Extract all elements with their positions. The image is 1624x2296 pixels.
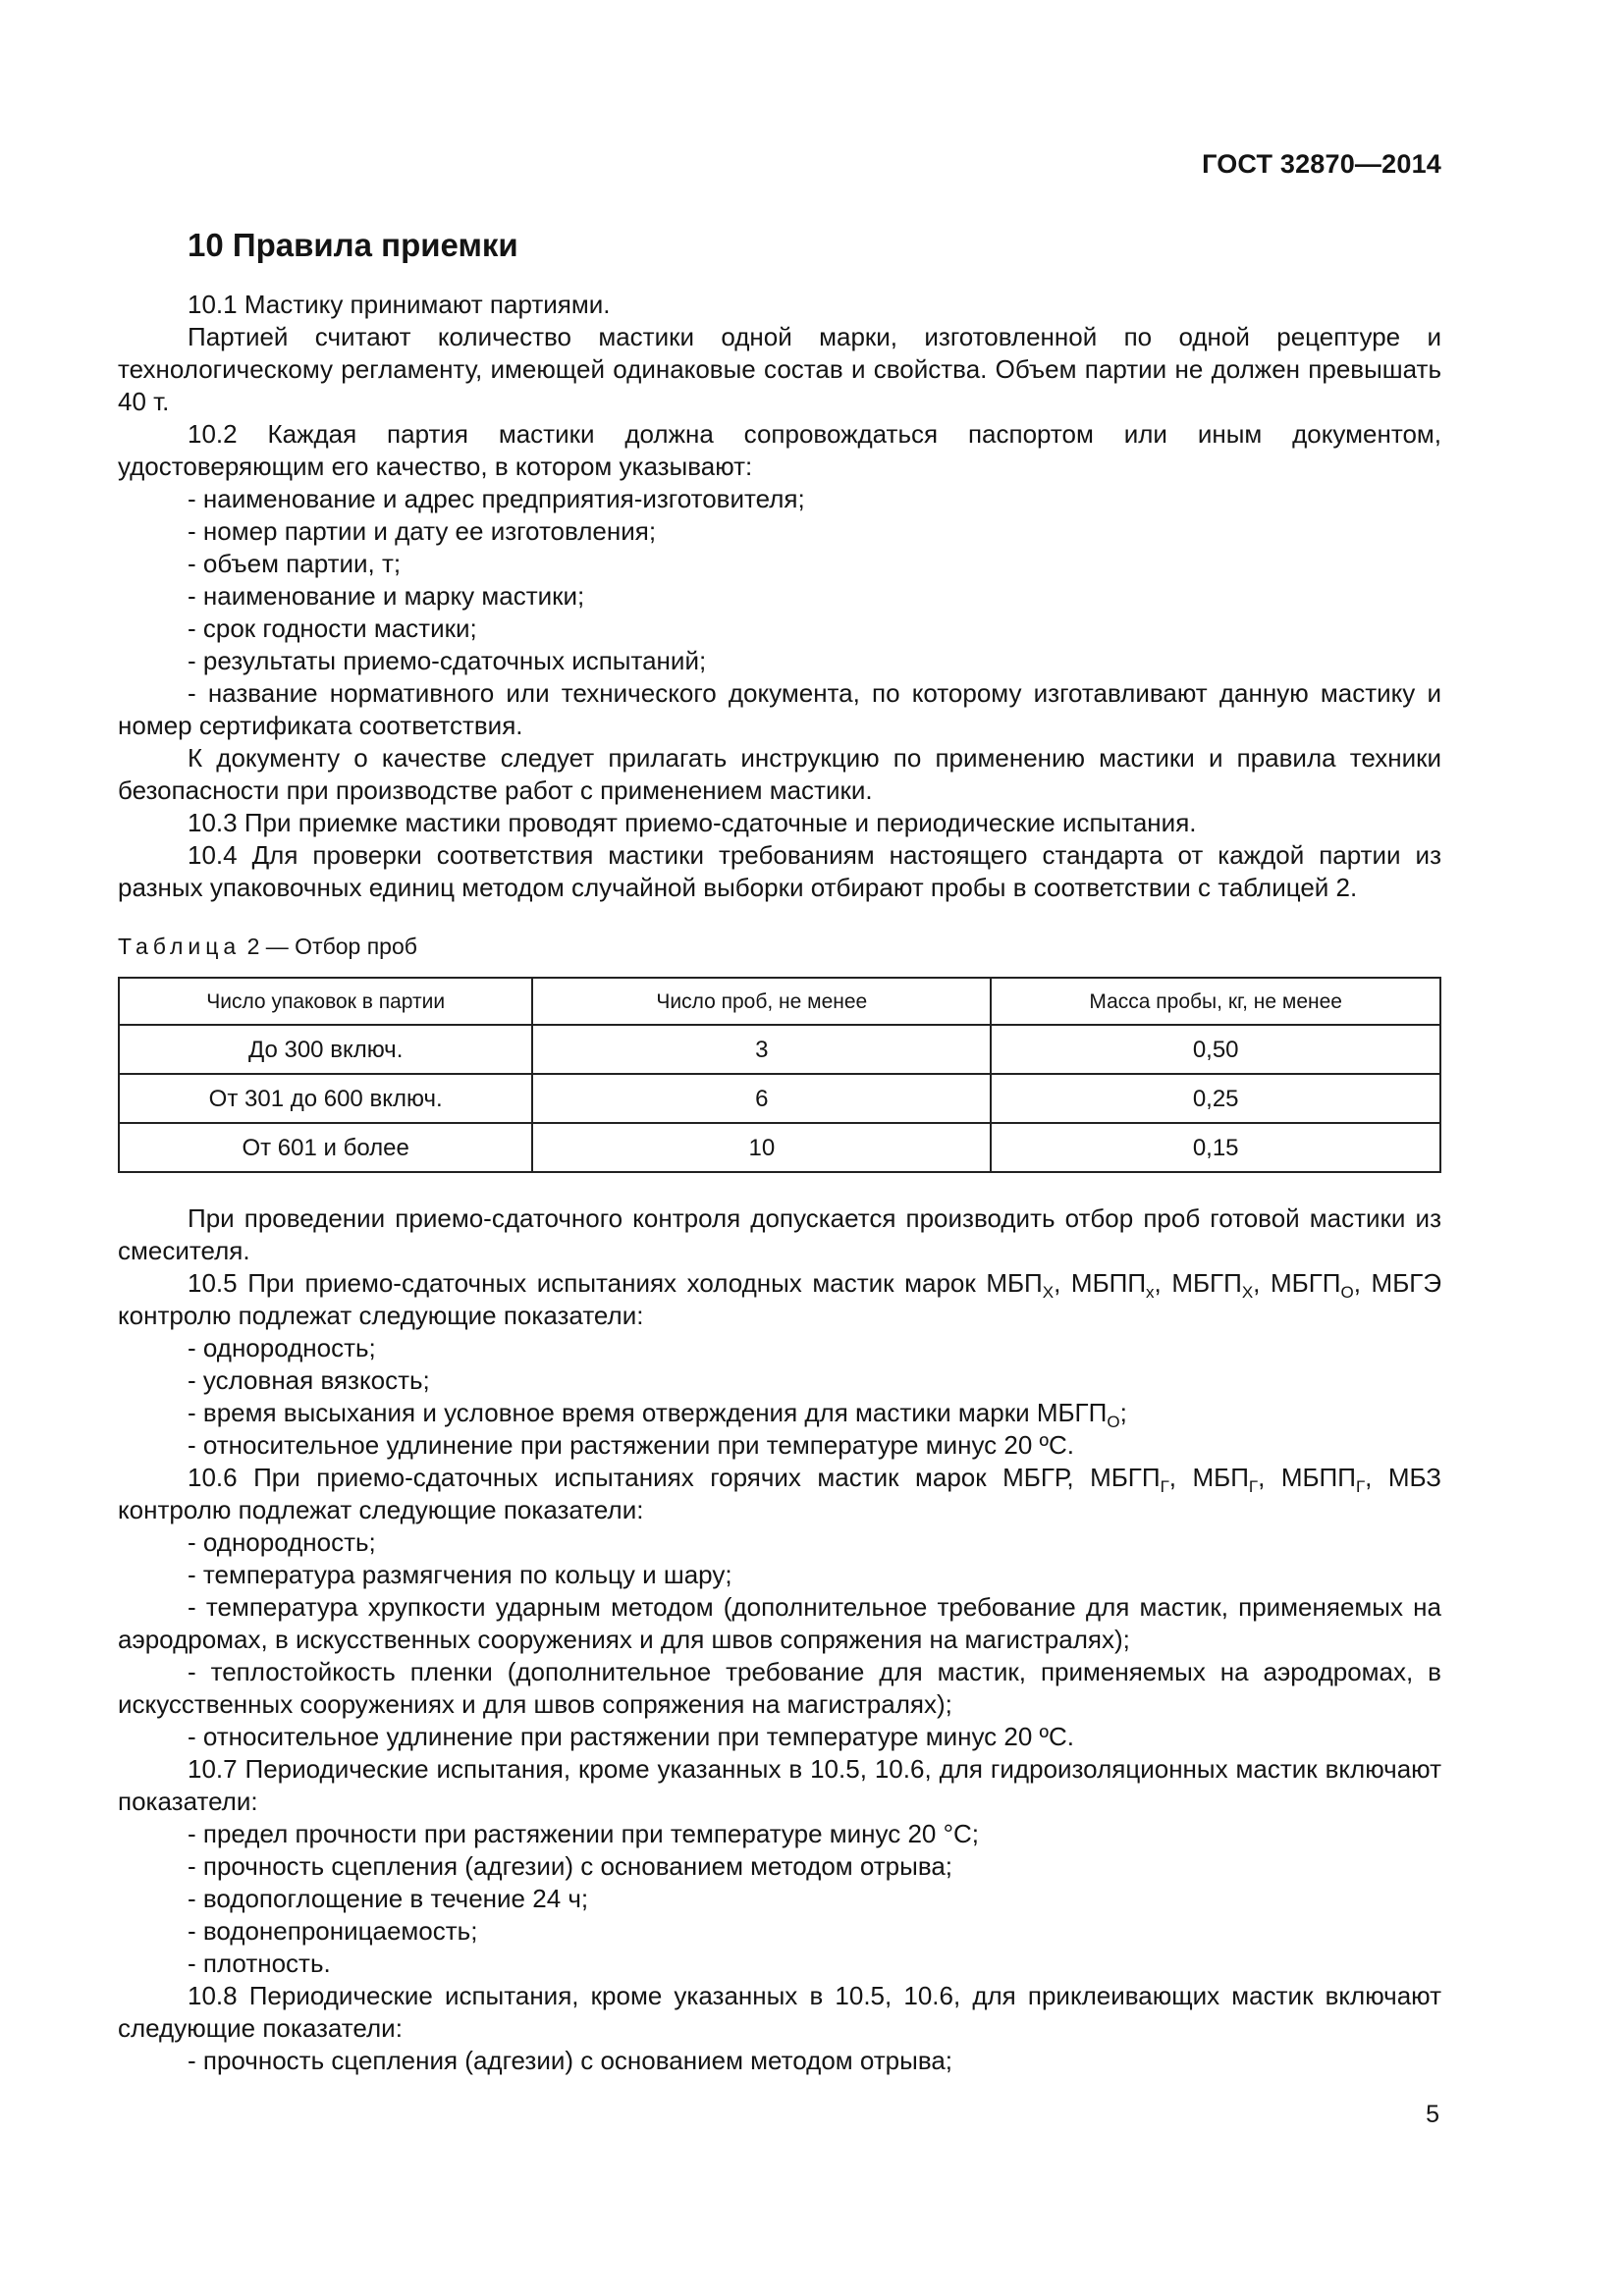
paragraph-10-2: 10.2 Каждая партия мастики должна сопровождаться паспортом или иным документом, удостоверяющим его качество, в котором указывают: (118, 419, 1441, 481)
text-run: , МБГП (1154, 1268, 1242, 1298)
list-item: - наименование и марку мастики; (188, 581, 585, 611)
text-run: , МБП (1168, 1463, 1249, 1492)
text-run: , МБГЭ контролю подлежат следующие показатели: (118, 1268, 1442, 1330)
text-run: , МБПП (1258, 1463, 1356, 1492)
table-row (119, 1123, 1440, 1172)
subscript: Г (1160, 1477, 1169, 1496)
subscript: О (1340, 1283, 1354, 1302)
paragraph-10-3: 10.3 При приемке мастики проводят приемо-сдаточные и периодические испытания. (188, 808, 1197, 837)
table-cell: До 300 включ. (119, 1025, 532, 1074)
paragraph-lot-definition: Партией считают количество мастики одной марки, изготовленной по одной рецептуре и технологическому регламенту, имеющей одинаковые состав и свойства. Объем партии не должен превышать 40 т. (118, 322, 1441, 416)
text-run: , МБГП (1253, 1268, 1341, 1298)
list-item: - водонепроницаемость; (188, 1916, 478, 1946)
table-cell: 0,15 (991, 1123, 1440, 1172)
sampling-table (118, 977, 1441, 1173)
text-run: , МБЗ контролю подлежат следующие показатели: (118, 1463, 1441, 1524)
table-caption (118, 932, 1441, 961)
list-item: - теплостойкость пленки (дополнительное требование для мастик, применяемых на аэродромах, в искусственных сооружениях и для швов сопряжения на магистралях); (118, 1657, 1441, 1719)
column-header: Число проб, не менее (532, 978, 991, 1025)
subscript: О (1107, 1413, 1120, 1431)
table-cell: От 601 и более (119, 1123, 532, 1172)
column-header: Масса пробы, кг, не менее (991, 978, 1440, 1025)
list-item: - результаты приемо-сдаточных испытаний; (188, 646, 707, 675)
paragraph-10-1: 10.1 Мастику принимают партиями. (188, 290, 611, 319)
table-cell: 0,50 (991, 1025, 1440, 1074)
subscript: Г (1248, 1477, 1259, 1496)
list-item: - номер партии и дату ее изготовления; (188, 516, 657, 546)
list-item: - условная вязкость; (188, 1365, 430, 1395)
document-code: ГОСТ 32870—2014 (1202, 149, 1441, 179)
list-item: - прочность сцепления (адгезии) с основанием методом отрыва; (188, 2046, 953, 2075)
list-item: - прочность сцепления (адгезии) с основанием методом отрыва; (188, 1851, 953, 1881)
paragraph-10-8: 10.8 Периодические испытания, кроме указанных в 10.5, 10.6, для приклеивающих мастик включают следующие показатели: (118, 1981, 1441, 2043)
paragraph-10-6 (118, 1462, 1441, 1526)
subscript: Х (1241, 1283, 1254, 1302)
table-cell: 6 (532, 1074, 991, 1123)
table-header-row (119, 978, 1440, 1025)
list-item: - плотность. (188, 1949, 331, 1978)
list-item: - однородность; (188, 1527, 376, 1557)
table-cell: От 301 до 600 включ. (119, 1074, 532, 1123)
list-item: - предел прочности при растяжении при температуре минус 20 °С; (188, 1819, 979, 1848)
text-run: 10.5 При приемо-сдаточных испытаниях холодных мастик марок МБП (188, 1268, 1043, 1298)
paragraph-safety-instructions: К документу о качестве следует прилагать инструкцию по применению мастики и правила техники безопасности при производстве работ с применением мастики. (118, 743, 1441, 805)
subscript: Х (1042, 1283, 1055, 1302)
table-caption-title: 2 — Отбор проб (246, 934, 417, 959)
paragraph-mixer-sampling: При проведении приемо-сдаточного контроля допускается производить отбор проб готовой мастики из смесителя. (118, 1203, 1441, 1265)
subscript: х (1146, 1283, 1155, 1302)
table-caption-label: Таблица (118, 934, 242, 959)
paragraph-10-4: 10.4 Для проверки соответствия мастики требованиям настоящего стандарта от каждой партии из разных упаковочных единиц методом случайной выборки отбирают пробы в соответствии с таблицей 2. (118, 840, 1441, 902)
section-title: 10 Правила приемки (188, 227, 518, 263)
list-item: - объем партии, т; (188, 549, 402, 578)
page-number: 5 (1426, 2101, 1439, 2128)
text-run: - время высыхания и условное время отверждения для мастики марки МБГП (188, 1398, 1108, 1427)
list-item: - однородность; (188, 1333, 376, 1362)
list-item: - температура размягчения по кольцу и шару; (188, 1560, 732, 1589)
text-run: 10.6 При приемо-сдаточных испытаниях горячих мастик марок МБГР, МБГП (188, 1463, 1161, 1492)
table-row (119, 1074, 1440, 1123)
list-item: - относительное удлинение при растяжении при температуре минус 20 ºС. (188, 1430, 1075, 1460)
table-cell: 3 (532, 1025, 991, 1074)
list-item: - относительное удлинение при растяжении при температуре минус 20 ºС. (188, 1722, 1075, 1751)
list-item: - наименование и адрес предприятия-изготовителя; (188, 484, 805, 513)
table-row (119, 1025, 1440, 1074)
column-header: Число упаковок в партии (119, 978, 532, 1025)
list-item: - название нормативного или технического документа, по которому изготавливают данную мастику и номер сертификата соответствия. (118, 678, 1441, 740)
text-run: ; (1119, 1398, 1127, 1427)
paragraph-10-5 (118, 1267, 1441, 1332)
subscript: Г (1355, 1477, 1366, 1496)
table-cell: 0,25 (991, 1074, 1440, 1123)
table-cell: 10 (532, 1123, 991, 1172)
list-item (118, 1397, 1441, 1429)
paragraph-10-7: 10.7 Периодические испытания, кроме указанных в 10.5, 10.6, для гидроизоляционных мастик включают показатели: (118, 1754, 1441, 1816)
page-body (118, 218, 1441, 2077)
list-item: - водопоглощение в течение 24 ч; (188, 1884, 589, 1913)
text-run: , МБПП (1054, 1268, 1147, 1298)
list-item: - срок годности мастики; (188, 614, 477, 643)
list-item: - температура хрупкости ударным методом (дополнительное требование для мастик, применяемых на аэродромах, в искусственных сооружениях и для швов сопряжения на магистралях); (118, 1592, 1441, 1654)
